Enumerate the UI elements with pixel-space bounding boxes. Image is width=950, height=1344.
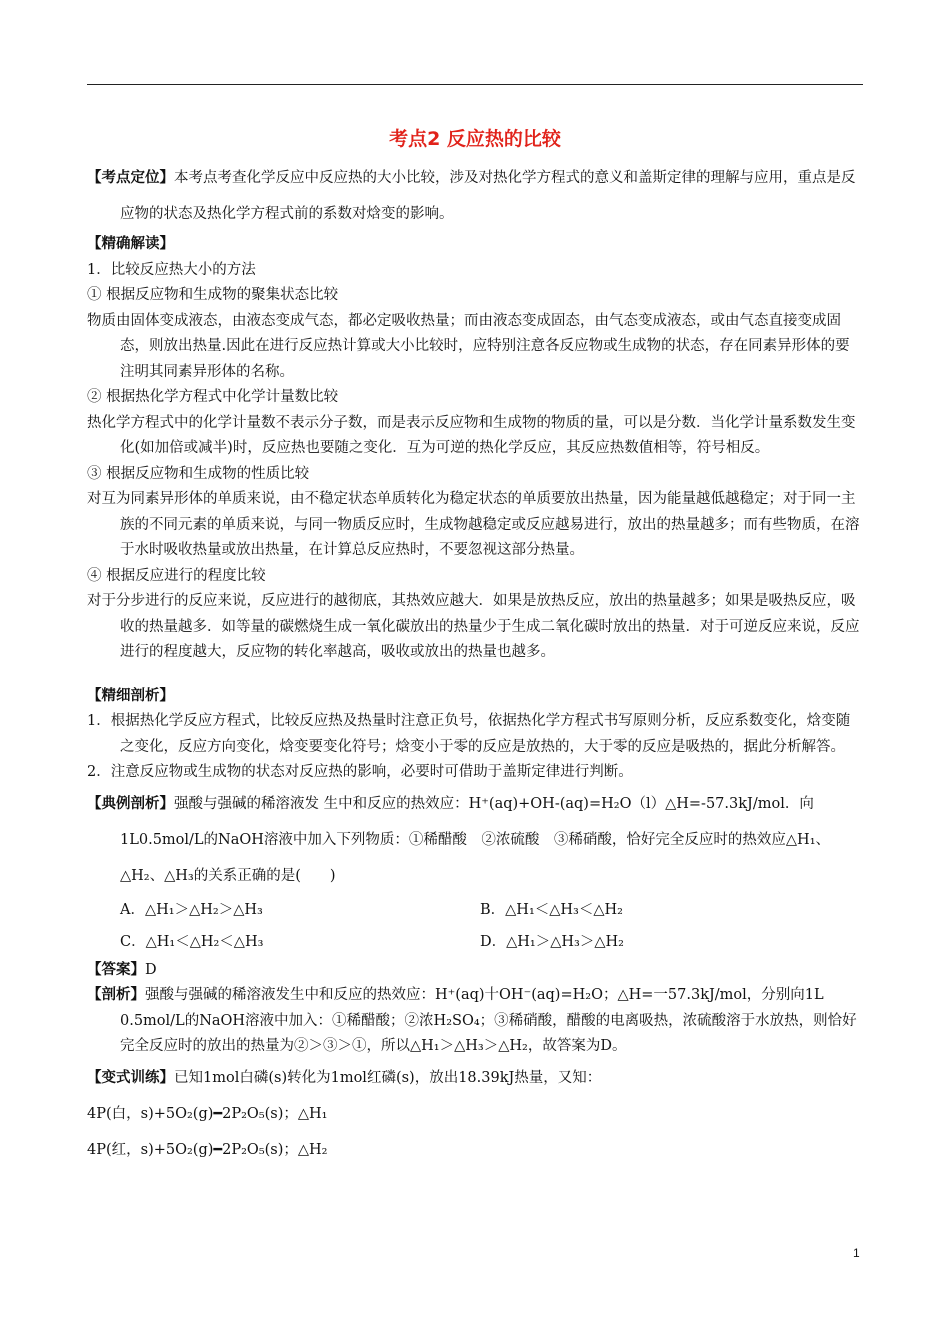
method-3-body: 对互为同素异形体的单质来说，由不稳定状态单质转化为稳定状态的单质要放出热量，因为能量越低越稳定；对于同一主族的不同元素的单质来说，与同一物质反应时，生成物越稳定或反应越易进行，放出的热量越多；而有些物质，在溶于水时吸收热量或放出热量，在计算总反应热时，不要忽视这部分热量。 <box>87 491 860 558</box>
answer-value: D <box>145 961 157 978</box>
option-d: D．△H₁＞△H₃＞△H₂ <box>480 933 624 950</box>
equation-1: 4P(白，s)+5O₂(g)━2P₂O₅(s)；△H₁ <box>87 1105 328 1122</box>
option-c: C．△H₁＜△H₂＜△H₃ <box>120 933 264 950</box>
practice-label: 【变式训练】 <box>87 1069 174 1086</box>
analysis-point-2: 2．注意反应物或生成物的状态对反应热的影响，必要时可借助于盖斯定律进行判断。 <box>87 764 633 780</box>
answer-line <box>87 958 863 984</box>
method-1-heading: ① 根据反应物和生成物的聚集状态比较 <box>87 287 339 303</box>
header-rule <box>87 84 863 85</box>
explain-paragraph <box>87 983 863 1060</box>
analysis-label: 【精细剖析】 <box>87 687 174 704</box>
example-paragraph <box>87 786 863 894</box>
explain-label: 【剖析】 <box>87 987 145 1003</box>
explain-text: 强酸与强碱的稀溶液发生中和反应的热效应：H⁺(aq)十OH⁻(aq)=H₂O；△H=一57.3kJ/mol，分别向1L 0.5mol/L的NaOH溶液中加入：①稀醋酸；②浓H₂SO₄；③稀硝酸，醋酸的电离吸热，浓硫酸溶于水放热，则恰好完全反应时的放出的热量为②＞③＞①，所以△H₁＞△H₃＞△H₂，故答案为D。 <box>120 987 857 1054</box>
interpret-label: 【精确解读】 <box>87 236 174 252</box>
option-a: A．△H₁＞△H₂＞△H₃ <box>120 901 263 918</box>
page-number: 1 <box>853 1246 860 1260</box>
example-text: 强酸与强碱的稀溶液发 生中和反应的热效应：H⁺(aq)+OH-(aq)=H₂O（l）△H=-57.3kJ/mol．向1L0.5mol/L的NaOH溶液中加入下列物质：①稀醋酸 ②浓硫酸 ③稀硝酸，恰好完全反应时的热效应△H₁、△H₂、△H₃的关系正确的是( ) <box>120 795 831 884</box>
interpret-heading: 1．比较反应热大小的方法 <box>87 261 256 278</box>
analysis-point-1: 1．根据热化学反应方程式，比较反应热及热量时注意正负号，依据热化学方程式书写原则分析，反应系数变化，焓变随之变化，反应方向变化，焓变要变化符号；焓变小于零的反应是放热的，大于零的反应是吸热的，据此分析解答。 <box>87 713 851 755</box>
equation-2: 4P(红，s)+5O₂(g)━2P₂O₅(s)；△H₂ <box>87 1141 328 1158</box>
options-row-2 <box>87 926 863 958</box>
method-4-body: 对于分步进行的反应来说，反应进行的越彻底，其热效应越大．如果是放热反应，放出的热量越多；如果是吸热反应，吸收的热量越多．如等量的碳燃烧生成一氧化碳放出的热量少于生成二氧化碳时放出的热量．对于可逆反应来说，反应进行的程度越大，反应物的转化率越高，吸收或放出的热量也越多。 <box>87 593 860 660</box>
method-2-heading: ② 根据热化学方程式中化学计量数比较 <box>87 389 339 405</box>
document-body <box>87 160 863 1168</box>
answer-label: 【答案】 <box>87 961 145 978</box>
practice-paragraph <box>87 1060 863 1096</box>
locate-paragraph <box>87 160 863 232</box>
locate-text: 本考点考查化学反应中反应热的大小比较，涉及对热化学方程式的意义和盖斯定律的理解与应用，重点是反应物的状态及热化学方程式前的系数对焓变的影响。 <box>120 170 856 222</box>
method-1-body: 物质由固体变成液态，由液态变成气态，都必定吸收热量；而由液态变成固态，由气态变成液态，或由气态直接变成固态，则放出热量.因此在进行反应热计算或大小比较时，应特别注意各反应物或生成物的状态，存在同素异形体的要注明其同素异形体的名称。 <box>87 312 850 380</box>
option-b: B．△H₁＜△H₃＜△H₂ <box>480 901 623 918</box>
practice-text: 已知1mol白磷(s)转化为1mol红磷(s)，放出18.39kJ热量，又知： <box>174 1069 602 1086</box>
options-row-1 <box>87 894 863 926</box>
method-2-body: 热化学方程式中的化学计量数不表示分子数，而是表示反应物和生成物的物质的量，可以是分数．当化学计量系数发生变化(如加倍或减半)时，反应热也要随之变化．互为可逆的热化学反应，其反应热数值相等，符号相反。 <box>87 414 856 456</box>
method-3-heading: ③ 根据反应物和生成物的性质比较 <box>87 465 310 482</box>
page-title: 考点2 反应热的比较 <box>389 128 561 150</box>
locate-label: 【考点定位】 <box>87 170 174 186</box>
example-label: 【典例剖析】 <box>87 795 174 812</box>
method-4-heading: ④ 根据反应进行的程度比较 <box>87 567 266 584</box>
